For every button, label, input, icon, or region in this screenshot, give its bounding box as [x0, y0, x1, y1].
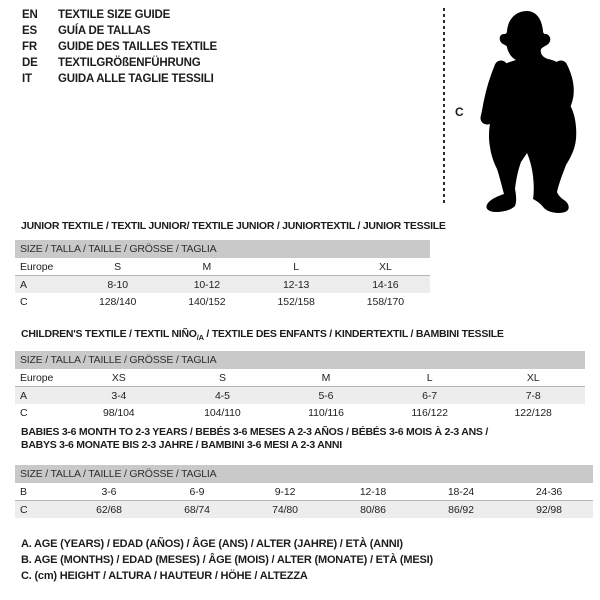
lang-title: TEXTILE SIZE GUIDE	[58, 9, 171, 21]
table-row	[15, 501, 593, 519]
age-cell: 24-36	[505, 483, 593, 501]
size-header-bar: SIZE / TALLA / TAILLE / GRÖSSE / TAGLIA	[15, 465, 593, 483]
row-label: Europe	[15, 369, 67, 387]
lang-row-de	[22, 55, 217, 71]
lang-row-en	[22, 7, 217, 23]
size-cell: L	[252, 258, 341, 276]
height-cell: 122/128	[514, 406, 552, 419]
babies-size-table	[15, 465, 593, 518]
size-cell: S	[73, 258, 162, 276]
age-cell: 3-4	[67, 387, 171, 405]
size-cell: L	[378, 369, 482, 387]
size-cell: XL	[481, 369, 585, 387]
table-row	[15, 483, 593, 501]
row-label: C	[20, 406, 28, 419]
height-cell: 98/104	[103, 406, 135, 419]
age-cell: 9-12	[241, 483, 329, 501]
age-cell: 8-10	[73, 276, 162, 294]
lang-title: TEXTILGRÖßENFÜHRUNG	[58, 57, 201, 69]
height-cell: 152/158	[277, 295, 315, 308]
table-row	[15, 404, 585, 421]
section-title: CHILDREN'S TEXTILE / TEXTIL $NIÑO_{/A}$ / TEXTILE DES ENFANTS / KINDERTEXTIL / BAMBINI TESSILE	[21, 328, 504, 343]
height-cell: 92/98	[505, 501, 593, 519]
height-cell: 62/68	[65, 501, 153, 519]
lang-code: DE	[22, 57, 38, 69]
row-label: A	[15, 387, 67, 405]
size-header-bar: SIZE / TALLA / TAILLE / GRÖSSE / TAGLIA	[15, 240, 430, 258]
age-cell: 6-9	[153, 483, 241, 501]
size-cell: S	[171, 369, 275, 387]
lang-code: EN	[22, 9, 38, 21]
table-row	[15, 276, 430, 294]
age-cell: 5-6	[274, 387, 378, 405]
lang-row-es	[22, 23, 217, 39]
table-row	[15, 293, 430, 310]
row-label: C	[15, 501, 65, 519]
height-cell: 74/80	[241, 501, 329, 519]
footnote-b: B. AGE (MONTHS) / EDAD (MESES) / ÂGE (MOIS) / ALTER (MONATE) / ETÀ (MESI)	[21, 554, 433, 566]
size-cell: XS	[67, 369, 171, 387]
section-title-line2: BABYS 3-6 MONATE BIS 2-3 JAHRE / BAMBINI 3-6 MESI A 2-3 ANNI	[21, 439, 342, 451]
height-cell: 140/152	[188, 295, 226, 308]
table-row	[15, 369, 585, 387]
height-cell: 86/92	[417, 501, 505, 519]
row-label: Europe	[15, 258, 73, 276]
lang-title: GUIDA ALLE TAGLIE TESSILI	[58, 73, 214, 85]
lang-title: GUIDE DES TAILLES TEXTILE	[58, 41, 217, 53]
footnote-c: C. (cm) HEIGHT / ALTURA / HAUTEUR / HÖHE / ALTEZZA	[21, 570, 308, 582]
size-cell: XL	[341, 258, 430, 276]
age-cell: 6-7	[378, 387, 482, 405]
baby-silhouette	[463, 3, 595, 213]
lang-code: FR	[22, 41, 37, 53]
age-cell: 7-8	[481, 387, 585, 405]
section-title: JUNIOR TEXTILE / TEXTIL JUNIOR/ TEXTILE JUNIOR / JUNIORTEXTIL / JUNIOR TESSILE	[21, 220, 446, 232]
section-babies-textile	[15, 426, 593, 518]
section-childrens-textile	[15, 328, 585, 421]
height-cell: 104/110	[204, 406, 241, 419]
height-cell: 158/170	[366, 295, 404, 308]
age-cell: 18-24	[417, 483, 505, 501]
size-header-bar: SIZE / TALLA / TAILLE / GRÖSSE / TAGLIA	[15, 351, 585, 369]
height-measure-dashed-line	[443, 8, 445, 206]
section-title-line1: BABIES 3-6 MONTH TO 2-3 YEARS / BEBÉS 3-6 MESES A 2-3 AÑOS / BÉBÉS 3-6 MOIS À 2-3 ANS /	[21, 426, 489, 438]
lang-title: GUÍA DE TALLAS	[58, 25, 151, 37]
height-cell: 128/140	[98, 295, 137, 308]
height-cell: 116/122	[411, 406, 448, 419]
age-cell: 14-16	[341, 276, 430, 294]
age-cell: 4-5	[171, 387, 275, 405]
lang-row-it	[22, 71, 217, 87]
title-subscript: /A	[196, 333, 204, 343]
row-label: C	[20, 295, 28, 308]
age-cell: 3-6	[65, 483, 153, 501]
row-label: B	[15, 483, 65, 501]
footnote-legend	[21, 536, 433, 584]
lang-code: ES	[22, 25, 37, 37]
lang-row-fr	[22, 39, 217, 55]
junior-size-table	[15, 240, 430, 310]
age-cell: 10-12	[162, 276, 251, 294]
age-cell: 12-13	[252, 276, 341, 294]
size-cell: M	[162, 258, 251, 276]
height-cell: 68/74	[153, 501, 241, 519]
height-measure-label: C	[455, 105, 464, 119]
section-junior-textile	[15, 220, 446, 310]
size-cell: M	[274, 369, 378, 387]
height-cell: 80/86	[329, 501, 417, 519]
footnote-a: A. AGE (YEARS) / EDAD (AÑOS) / ÂGE (ANS) / ALTER (JAHRE) / ETÀ (ANNI)	[21, 538, 403, 550]
lang-code: IT	[22, 73, 32, 85]
height-cell: 110/116	[308, 406, 344, 419]
children-size-table	[15, 351, 585, 421]
table-row	[15, 387, 585, 405]
age-cell: 12-18	[329, 483, 417, 501]
table-row	[15, 258, 430, 276]
language-title-list	[22, 7, 217, 87]
row-label: A	[15, 276, 73, 294]
